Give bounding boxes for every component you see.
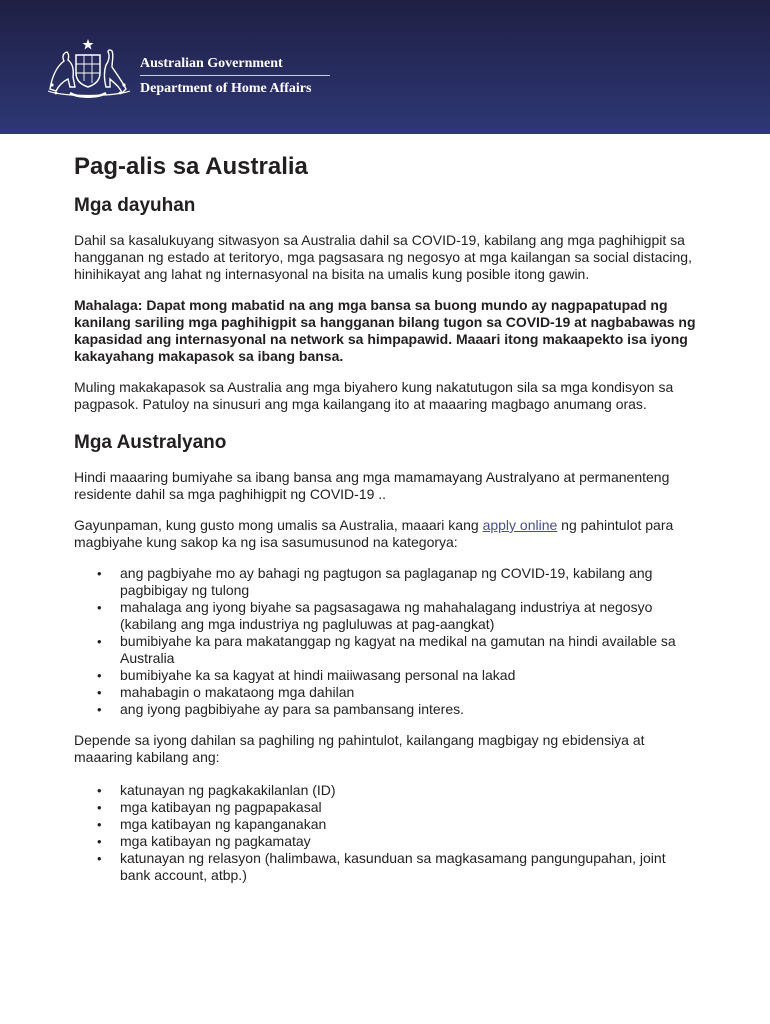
page-header	[0, 0, 770, 134]
list-item-text: bumibiyahe ka para makatanggap ng kagyat na medikal na gamutan na hindi available sa Australia	[120, 633, 676, 666]
apply-text-before: Gayunpaman, kung gusto mong umalis sa Australia, maaari kang	[74, 517, 483, 533]
evidence-list	[74, 782, 699, 884]
bullet-icon: •	[97, 834, 102, 849]
coat-of-arms-icon	[42, 37, 134, 99]
apply-online-link[interactable]: apply online	[482, 517, 558, 533]
paragraph-reentry: Muling makakapasok sa Australia ang mga biyahero kung nakatutugon sila sa mga kondisyon sa pagpasok. Patuloy na sinusuri ang mga kailangang ito at maaaring magbago anumang oras.	[74, 379, 674, 412]
list-item	[97, 667, 699, 684]
paragraph-important-notice: Mahalaga: Dapat mong mabatid na ang mga bansa sa buong mundo ay nagpapatupad ng kanilang sariling mga paghihigpit sa hangganan bilang tugon sa COVID-19 at nagbabawas ng kapasidad ang internasyonal na network sa himpapawid. Maaari itong makaapekto isa iyong kakayahang makapasok sa ibang bansa.	[74, 297, 696, 364]
paragraph-covid-situation: Dahil sa kasalukuyang sitwasyon sa Australia dahil sa COVID-19, kabilang ang mga paghihigpit sa hangganan ng estado at teritoryo, mga pagsasara ng negosyo at mga kailangan sa social distacing, hinihikayat ang lahat ng internasyonal na bisita na umalis kung posible itong gawin.	[74, 232, 692, 282]
list-item-text: katunayan ng pagkakakilanlan (ID)	[120, 782, 336, 798]
list-item	[97, 565, 699, 599]
bullet-icon: •	[97, 566, 102, 581]
bullet-icon: •	[97, 851, 102, 866]
list-item-text: ang iyong pagbibiyahe ay para sa pambansang interes.	[120, 701, 465, 717]
list-item	[97, 684, 699, 701]
bullet-icon: •	[97, 685, 102, 700]
bullet-icon: •	[97, 817, 102, 832]
list-item	[97, 782, 699, 799]
paragraph-evidence: Depende sa iyong dahilan sa paghiling ng pahintulot, kailangang magbigay ng ebidensiya at maaaring kabilang ang:	[74, 732, 645, 765]
bullet-icon: •	[97, 702, 102, 717]
list-item-text: mga katibayan ng kapanganakan	[120, 816, 327, 832]
apply-text-after: ng pahintulot para magbiyahe kung sakop ka ng isa sasumusunod na kategorya:	[74, 517, 674, 550]
page-title: Pag-alis sa Australia	[74, 153, 308, 180]
list-item	[97, 850, 699, 884]
list-item	[97, 633, 699, 667]
agency-lockup	[140, 54, 330, 99]
bullet-icon: •	[97, 800, 102, 815]
section-heading-foreigners: Mga dayuhan	[74, 195, 196, 216]
lockup-divider	[140, 75, 330, 76]
list-item	[97, 599, 699, 633]
bullet-icon: •	[97, 783, 102, 798]
bullet-icon: •	[97, 668, 102, 683]
bullet-icon: •	[97, 600, 102, 615]
list-item-text: mahalaga ang iyong biyahe sa pagsasagawa ng mahahalagang industriya at negosyo (kabilang ang mga industriya ng pagluluwas at pag-aangkat)	[120, 599, 653, 632]
paragraph-travel-ban: Hindi maaaring bumiyahe sa ibang bansa ang mga mamamayang Australyano at permanenteng residente dahil sa mga paghihigpit ng COVID-19 ..	[74, 469, 670, 502]
list-item-text: mga katibayan ng pagpapakasal	[120, 799, 322, 815]
list-item	[97, 701, 699, 718]
paragraph-apply-online	[74, 517, 699, 551]
document-body	[74, 134, 699, 884]
list-item-text: mahabagin o makataong mga dahilan	[120, 684, 355, 700]
government-name: Australian Government	[140, 56, 283, 71]
list-item-text: bumibiyahe ka sa kagyat at hindi maiiwasang personal na lakad	[120, 667, 516, 683]
list-item	[97, 833, 699, 850]
list-item	[97, 816, 699, 833]
exemption-category-list	[74, 565, 699, 718]
section-heading-australians: Mga Australyano	[74, 432, 227, 453]
list-item-text: katunayan ng relasyon (halimbawa, kasunduan sa magkasamang pangungupahan, joint bank account, atbp.)	[120, 850, 666, 883]
list-item-text: mga katibayan ng pagkamatay	[120, 833, 311, 849]
department-name: Department of Home Affairs	[140, 81, 312, 96]
bullet-icon: •	[97, 634, 102, 649]
list-item	[97, 799, 699, 816]
list-item-text: ang pagbiyahe mo ay bahagi ng pagtugon sa paglaganap ng COVID-19, kabilang ang pagbibigay ng tulong	[120, 565, 653, 598]
